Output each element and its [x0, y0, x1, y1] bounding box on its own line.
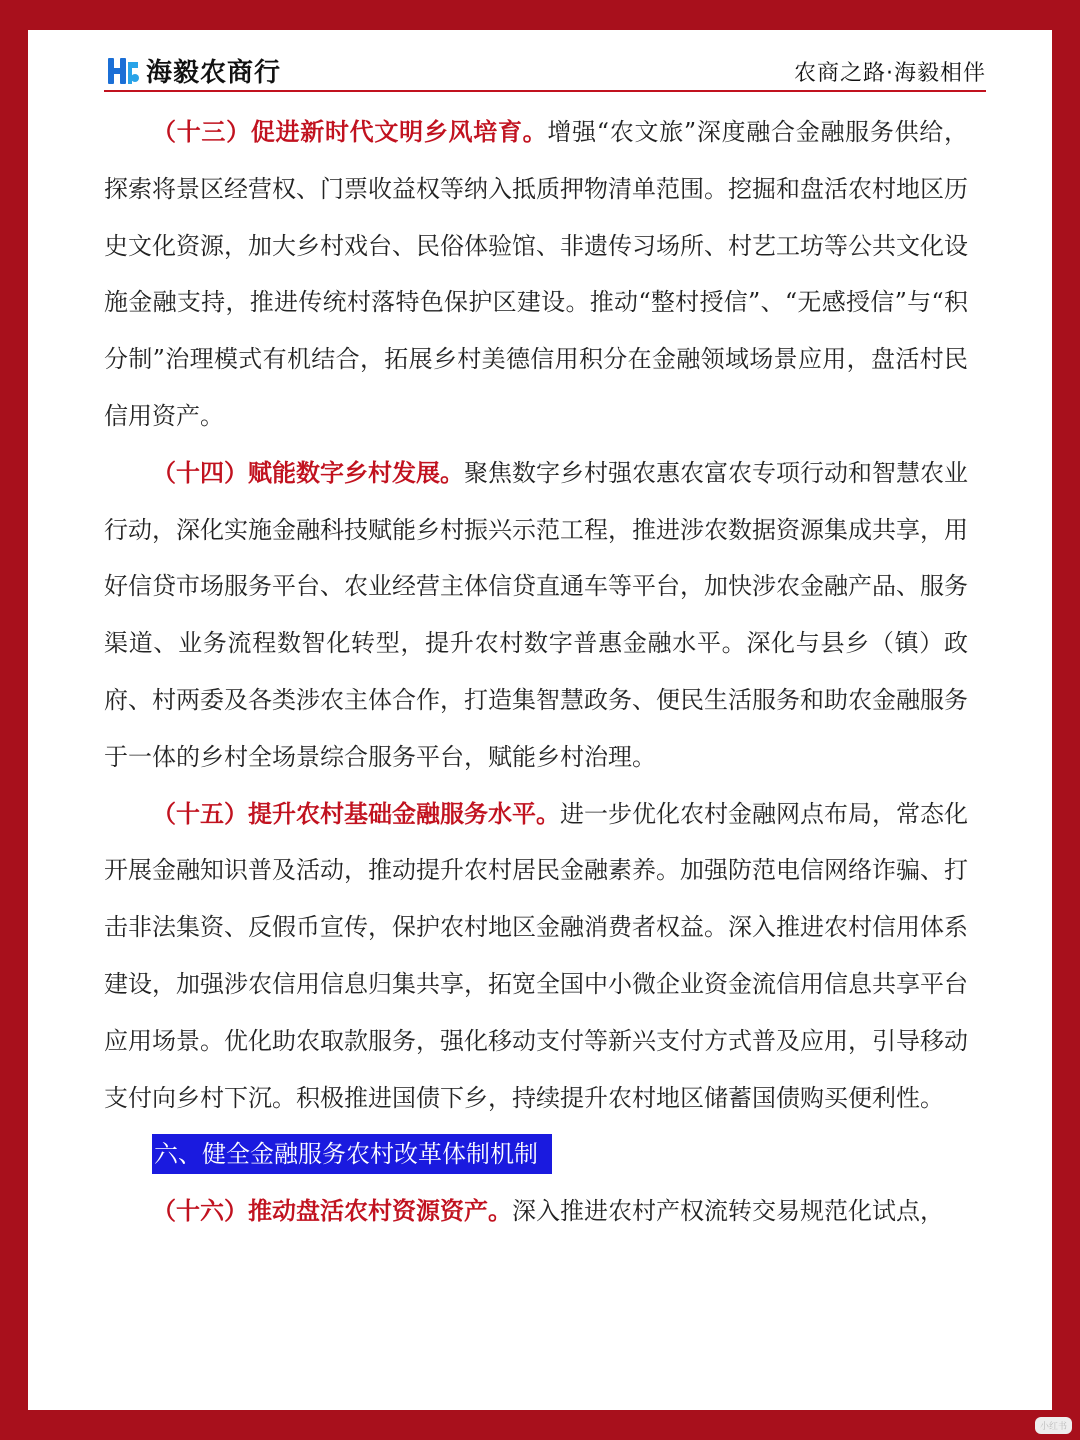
brand-mark-icon	[106, 54, 140, 88]
paragraph-heading: （十五）提升农村基础金融服务水平。	[152, 798, 560, 828]
page	[28, 30, 1052, 1410]
header-divider	[104, 90, 986, 92]
paragraph-15	[104, 786, 968, 1127]
paragraph-heading: （十三）促进新时代文明乡风培育。	[152, 117, 548, 146]
paragraph-text: 聚焦数字乡村强农惠农富农专项行动和智慧农业行动，深化实施金融科技赋能乡村振兴示范工程，推进涉农数据资源集成共享，用好信贷市场服务平台、农业经营主体信贷直通车等平台，加快涉农金融产品、服务渠道、业务流程数智化转型，提升农村数字普惠金融水平。深化与县乡（镇）政府、村两委及各类涉农主体合作，打造集智慧政务、便民生活服务和助农金融服务于一体的乡村全场景综合服务平台，赋能乡村治理。	[104, 458, 968, 771]
section-heading: 六、健全金融服务农村改革体制机制	[152, 1134, 552, 1174]
paragraph-heading: （十六）推动盘活农村资源资产。	[152, 1196, 512, 1226]
paragraph-16	[104, 1183, 968, 1240]
paragraph-text: 增强“农文旅”深度融合金融服务供给，探索将景区经营权、门票收益权等纳入抵质押物清单范围。挖掘和盘活农村地区历史文化资源，加大乡村戏台、民俗体验馆、非遗传习场所、村艺工坊等公共文化设施金融支持，推进传统村落特色保护区建设。推动“整村授信”、“无感授信”与“积分制”治理模式有机结合，拓展乡村美德信用积分在金融领域场景应用，盘活村民信用资产。	[104, 118, 968, 430]
document-body	[104, 104, 968, 1240]
paragraph-text: 进一步优化农村金融网点布局，常态化开展金融知识普及活动，推动提升农村居民金融素养。加强防范电信网络诈骗、打击非法集资、反假币宣传，保护农村地区金融消费者权益。深入推进农村信用体系建设，加强涉农信用信息归集共享，拓宽全国中小微企业资金流信用信息共享平台应用场景。优化助农取款服务，强化移动支付等新兴支付方式普及应用，引导移动支付向乡村下沉。积极推进国债下乡，持续提升农村地区储蓄国债购买便利性。	[104, 799, 968, 1112]
header	[106, 50, 986, 90]
brand-name: 海毅农商行	[146, 58, 282, 88]
paragraph-13	[104, 104, 968, 445]
brand-logo	[106, 52, 281, 89]
paragraph-heading: （十四）赋能数字乡村发展。	[152, 457, 464, 487]
slogan: 农商之路·海毅相伴	[794, 61, 986, 86]
watermark-badge: 小红书	[1035, 1417, 1072, 1434]
paragraph-14	[104, 445, 968, 786]
paragraph-text: 深入推进农村产权流转交易规范化试点，	[512, 1197, 944, 1226]
